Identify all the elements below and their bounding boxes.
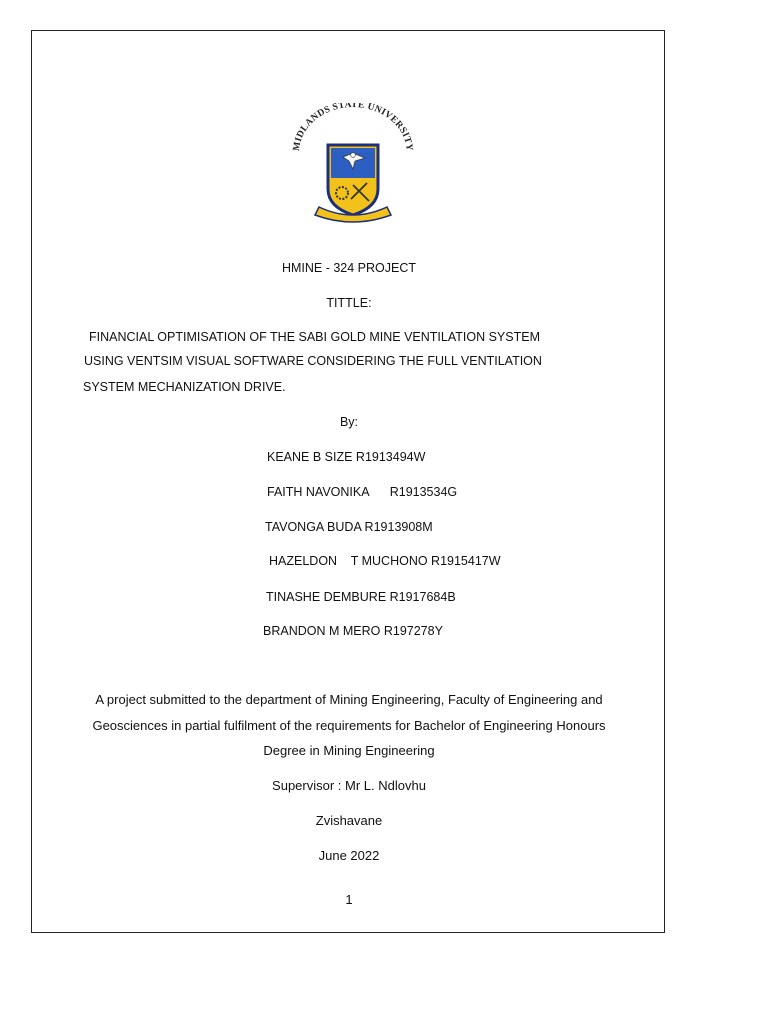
submission-line-1: A project submitted to the department of Mining Engineering, Faculty of Engineering and [95, 692, 603, 707]
submission-line-2: Geosciences in partial fulfilment of the requirements for Bachelor of Engineering Honours [92, 718, 606, 733]
author-3: TAVONGA BUDA R1913908M [265, 520, 433, 534]
title-line-2: USING VENTSIM VISUAL SOFTWARE CONSIDERING THE FULL VENTILATION [84, 354, 542, 368]
university-crest-logo [287, 103, 417, 225]
course-project-code: HMINE - 324 PROJECT [281, 261, 417, 275]
document-page [31, 30, 665, 933]
title-line-1: FINANCIAL OPTIMISATION OF THE SABI GOLD MINE VENTILATION SYSTEM [89, 330, 540, 344]
submission-line-3: Degree in Mining Engineering [263, 743, 435, 758]
location: Zvishavane [315, 813, 383, 828]
author-1: KEANE B SIZE R1913494W [267, 450, 426, 464]
by-label: By: [339, 415, 359, 429]
submission-date: June 2022 [318, 848, 380, 863]
page-number: 1 [345, 892, 353, 907]
university-name-arc: MIDLANDS STATE UNIVERSITY [291, 103, 415, 152]
title-line-3: SYSTEM MECHANIZATION DRIVE. [83, 380, 286, 394]
author-5: TINASHE DEMBURE R1917684B [266, 590, 456, 604]
author-2: FAITH NAVONIKA R1913534G [267, 485, 458, 499]
author-6: BRANDON M MERO R197278Y [263, 624, 443, 638]
author-4: HAZELDON T MUCHONO R1915417W [269, 554, 501, 568]
supervisor: Supervisor : Mr L. Ndlovhu [272, 778, 426, 793]
title-label: TITTLE: [326, 296, 372, 310]
